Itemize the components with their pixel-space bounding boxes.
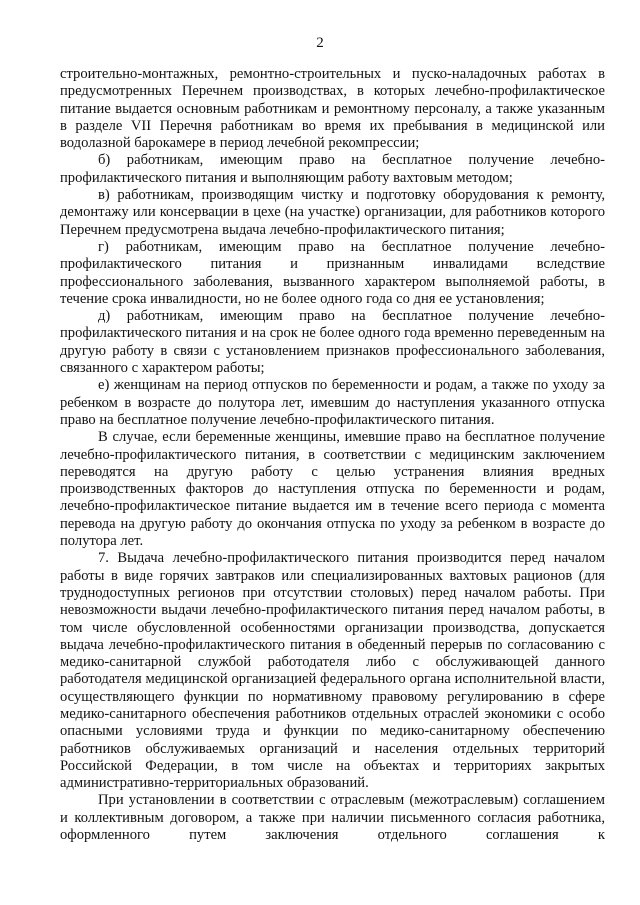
paragraph-item-g: г) работникам, имеющим право на бесплатное получение лечебно-профилактического питания и признанным инвалидами вследствие профессионального заболевания, вызванного характером выполняемой работы, в течение срока инвалидности, но не более одного года со дня ее установления; bbox=[60, 238, 605, 307]
paragraph-pregnant-women: В случае, если беременные женщины, имевшие право на бесплатное получение лечебно-профилактического питания, в соответствии с медицинским заключением переводятся на другую работу с целью устранения влияния вредных производственных факторов до наступления отпуска по беременности и родам, лечебно-профилактическое питание выдается им в течение всего периода с момента перевода на другую работу до окончания отпуска по уходу за ребенком в возрасте до полутора лет. bbox=[60, 429, 605, 550]
paragraph-item-e: е) женщинам на период отпусков по беременности и родам, а также по уходу за ребенком в возрасте до полутора лет, имевшим до наступления указанного отпуска право на бесплатное получение лечебно-профилактического питания. bbox=[60, 377, 605, 428]
document-body bbox=[60, 66, 605, 844]
paragraph-continuation: строительно-монтажных, ремонтно-строительных и пуско-наладочных работах в предусмотренных Перечнем производствах, в которых лечебно-профилактическое питание выдается основным работникам и ремонтному персоналу, а также указанным в разделе VII Перечня работникам во время их пребывания в медицинской или водолазной барокамере в период лечебной рекомпрессии; bbox=[60, 66, 605, 152]
page-number: 2 bbox=[316, 35, 324, 51]
paragraph-section-7: 7. Выдача лечебно-профилактического питания производится перед началом работы в виде горячих завтраков или специализированных вахтовых рационов (для труднодоступных регионов при отсутствии столовых) перед началом работы. При невозможности выдачи лечебно-профилактического питания перед началом работы, в том числе обусловленной особенностями организации производства, допускается выдача лечебно-профилактического питания в обеденный перерыв по согласованию с медико-санитарной службой работодателя либо с обслуживающей данного работодателя медицинской организацией федерального органа исполнительной власти, осуществляющего функции по нормативному правовому регулированию в сфере медико-санитарного обеспечения работников отдельных отраслей экономики с особо опасными условиями труда и функции по медико-санитарному обеспечению работников обслуживаемых организаций и населения отдельных территорий Российской Федерации, в том числе на объектах и территориях закрытых административно-территориальных образований. bbox=[60, 550, 605, 792]
paragraph-item-v: в) работникам, производящим чистку и подготовку оборудования к ремонту, демонтажу или консервации в цехе (на участке) организации, для работников которого Перечнем предусмотрена выдача лечебно-профилактического питания; bbox=[60, 187, 605, 238]
paragraph-item-b: б) работникам, имеющим право на бесплатное получение лечебно-профилактического питания и выполняющим работу вахтовым методом; bbox=[60, 152, 605, 186]
paragraph-agreement: При установлении в соответствии с отраслевым (межотраслевым) соглашением и коллективным договором, а также при наличии письменного согласия работника, оформленного путем заключения отдельного соглашения к bbox=[60, 792, 605, 844]
paragraph-item-d: д) работникам, имеющим право на бесплатное получение лечебно-профилактического питания и на срок не более одного года временно переведенным на другую работу в связи с установлением признаков профессионального заболевания, связанного с характером работы; bbox=[60, 308, 605, 377]
